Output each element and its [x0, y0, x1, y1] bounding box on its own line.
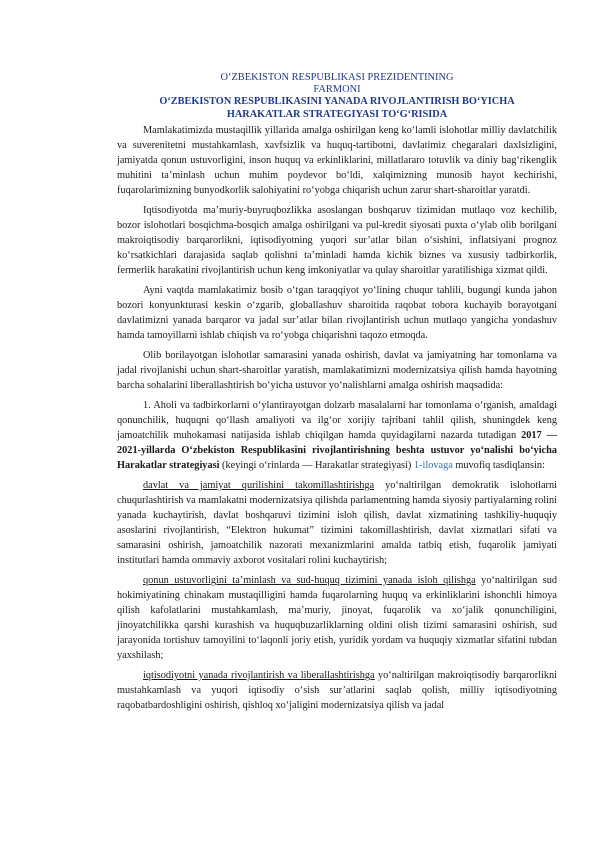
paragraph-2: Iqtisodiyotda ma’muriy-buyruqbozlikka asoslangan boshqaruv tizimidan mutlaqo voz kechilib, bozor islohotlari bosqichma-bosqich amalga oshirilgani va pul-kredit siyosati puxta o‘ylab olib borilgani makroiqtisodiy barqarorlikni, iqtisodiyotning yuqori sur’atlar bilan o‘sishini, inflatsiyani prognoz ko‘rsatkichlari darajasida saqlab qolishni ta’minladi hamda kichik biznes va xususiy tadbirkorlik, fermerlik harakatini rivojlantirish uchun keng imkoniyatlar va qulay sharoitlar yaratilishiga xizmat qildi. [117, 204, 557, 276]
direction-1-text: yo‘naltirilgan demokratik islohotlarni chuqurlashtirish va mamlakatni modernizatsiya qilishda parlamentning hamda siyosiy partiyalarning rolini yanada kuchaytirish, davlat boshqaruvi tizimini isloh qilish, davlat xizmatining tashkiliy-huquqiy asoslarini rivojlantirish, “Elektron hukumat” tizimini takomillashtirish, davlat xizmatlari sifati va samarasini oshirish, jamoatchilik nazorati mexanizmlarini amalda tatbiq etish, fuqarolik jamiyati institutlari hamda ommaviy axborot vositalari rolini kuchaytirish; [117, 479, 557, 566]
strategy-title: 2017 — 2021-yillarda O‘zbekiston Respublikasini rivojlantirishning beshta ustuvor yo‘nalishi bo‘yicha Harakatlar strategiyasi [117, 429, 557, 471]
paragraph-5-end: muvofiq tasdiqlansin: [452, 459, 545, 471]
direction-2-text: yo‘naltirilgan sud hokimiyatining chinakam mustaqilligini hamda fuqarolarning huquq va erkinliklarini ishonchli himoya qilish kafolatlarini mustahkamlash, ma’muriy, jinoyat, fuqarolik va xo‘jalik qonunchiligini, jinoyatchilikka qarshi kurashish va huquqbuzarliklarning oldini olish tizimi samarasini oshirish, sud jarayonida tortishuv tamoyilini to‘laqonli joriy etish, yuridik yordam va huquqiy xizmatlar sifatini tubdan yaxshilash; [117, 574, 557, 661]
paragraph-5 [117, 398, 557, 473]
paragraph-5-note: (keyingi o‘rinlarda — Harakatlar strategiyasi) [219, 459, 414, 471]
issuer-title: O‘ZBEKISTON RESPUBLIKASI PREZIDENTINING [220, 72, 454, 83]
direction-2 [117, 573, 557, 663]
document-type: FARMONI [313, 84, 361, 96]
direction-2-title: qonun ustuvorligini ta’minlash va sud-huquq tizimini yanada isloh qilishga [143, 574, 476, 586]
direction-1-title: davlat va jamiyat qurilishini takomillashtirishga [143, 479, 375, 491]
decree-title-line-1: O‘ZBEKISTON RESPUBLIKASINI YANADA RIVOJLANTIRISH BO‘YICHA [159, 96, 515, 108]
direction-1 [117, 478, 557, 568]
paragraph-1: Mamlakatimizda mustaqillik yillarida amalga oshirilgan keng ko‘lamli islohotlar milliy davlatchilik va suverenitetni mustahkamlash, xavfsizlik va huquq-tartibotni, davlatimiz chegaralari daxlsizligini, jamiyatda qonun ustuvorligini, inson huquq va erkinliklarini, millatlararo totuvlik va diniy bag‘rikenglik muhitini ta’minlash uchun muhim poydevor bo‘ldi, xalqimizning munosib hayot kechirishi, fuqarolarimizning bunyodkorlik salohiyatini ro‘yobga chiqarish uchun zarur shart-sharoitlar yaratdi. [117, 124, 557, 196]
decree-document [117, 72, 557, 713]
decree-title-line-2: HARAKATLAR STRATEGIYASI TO‘G‘RISIDA [226, 108, 448, 120]
paragraph-5-intro: 1. Aholi va tadbirkorlarni o‘ylantirayotgan dolzarb masalalarni har tomonlama o‘rganish, amaldagi qonunchilik, huquqni qo‘llash amaliyoti va ilg‘or xorijiy tajribani tahlil qilish, shuningdek keng jamoatchilik muhokamasi natijasida ishlab chiqilgan hamda quyidagilarni nazarda tutadigan [117, 399, 557, 441]
direction-3 [117, 668, 557, 713]
direction-3-text: yo‘naltirilgan makroiqtisodiy barqarorlikni mustahkamlash va yuqori iqtisodiy o‘sish sur’atlarini saqlab qolish, milliy iqtisodiyotning raqobatbardoshligini oshirish, qishloq xo‘jaligini modernizatsiya qilish va jadal [117, 669, 558, 711]
annex-1-link[interactable]: 1-ilovaga [413, 459, 453, 471]
paragraph-3: Ayni vaqtda mamlakatimiz bosib o‘tgan taraqqiyot yo‘lining chuqur tahlili, bugungi kunda jahon bozori konyunkturasi keskin o‘zgarib, globallashuv sharoitida raqobat tobora kuchayib borayotgani davlatimizni yanada barqaror va jadal sur’atlar bilan rivojlantirish uchun mutlaqo yangicha yondashuv hamda tamoyillarni ishlab chiqish va ro‘yobga chiqarishni taqozo etmoqda. [117, 284, 557, 341]
direction-3-title: iqtisodiyotni yanada rivojlantirish va liberallashtirishga [143, 669, 375, 681]
paragraph-4: Olib borilayotgan islohotlar samarasini yanada oshirish, davlat va jamiyatning har tomonlama va jadal rivojlanishi uchun shart-sharoitlar yaratish, mamlakatimizni modernizatsiya qilish hamda hayotning barcha sohalarini liberallashtirish bo‘yicha ustuvor yo‘nalishlarni amalga oshirish maqsadida: [117, 349, 557, 391]
